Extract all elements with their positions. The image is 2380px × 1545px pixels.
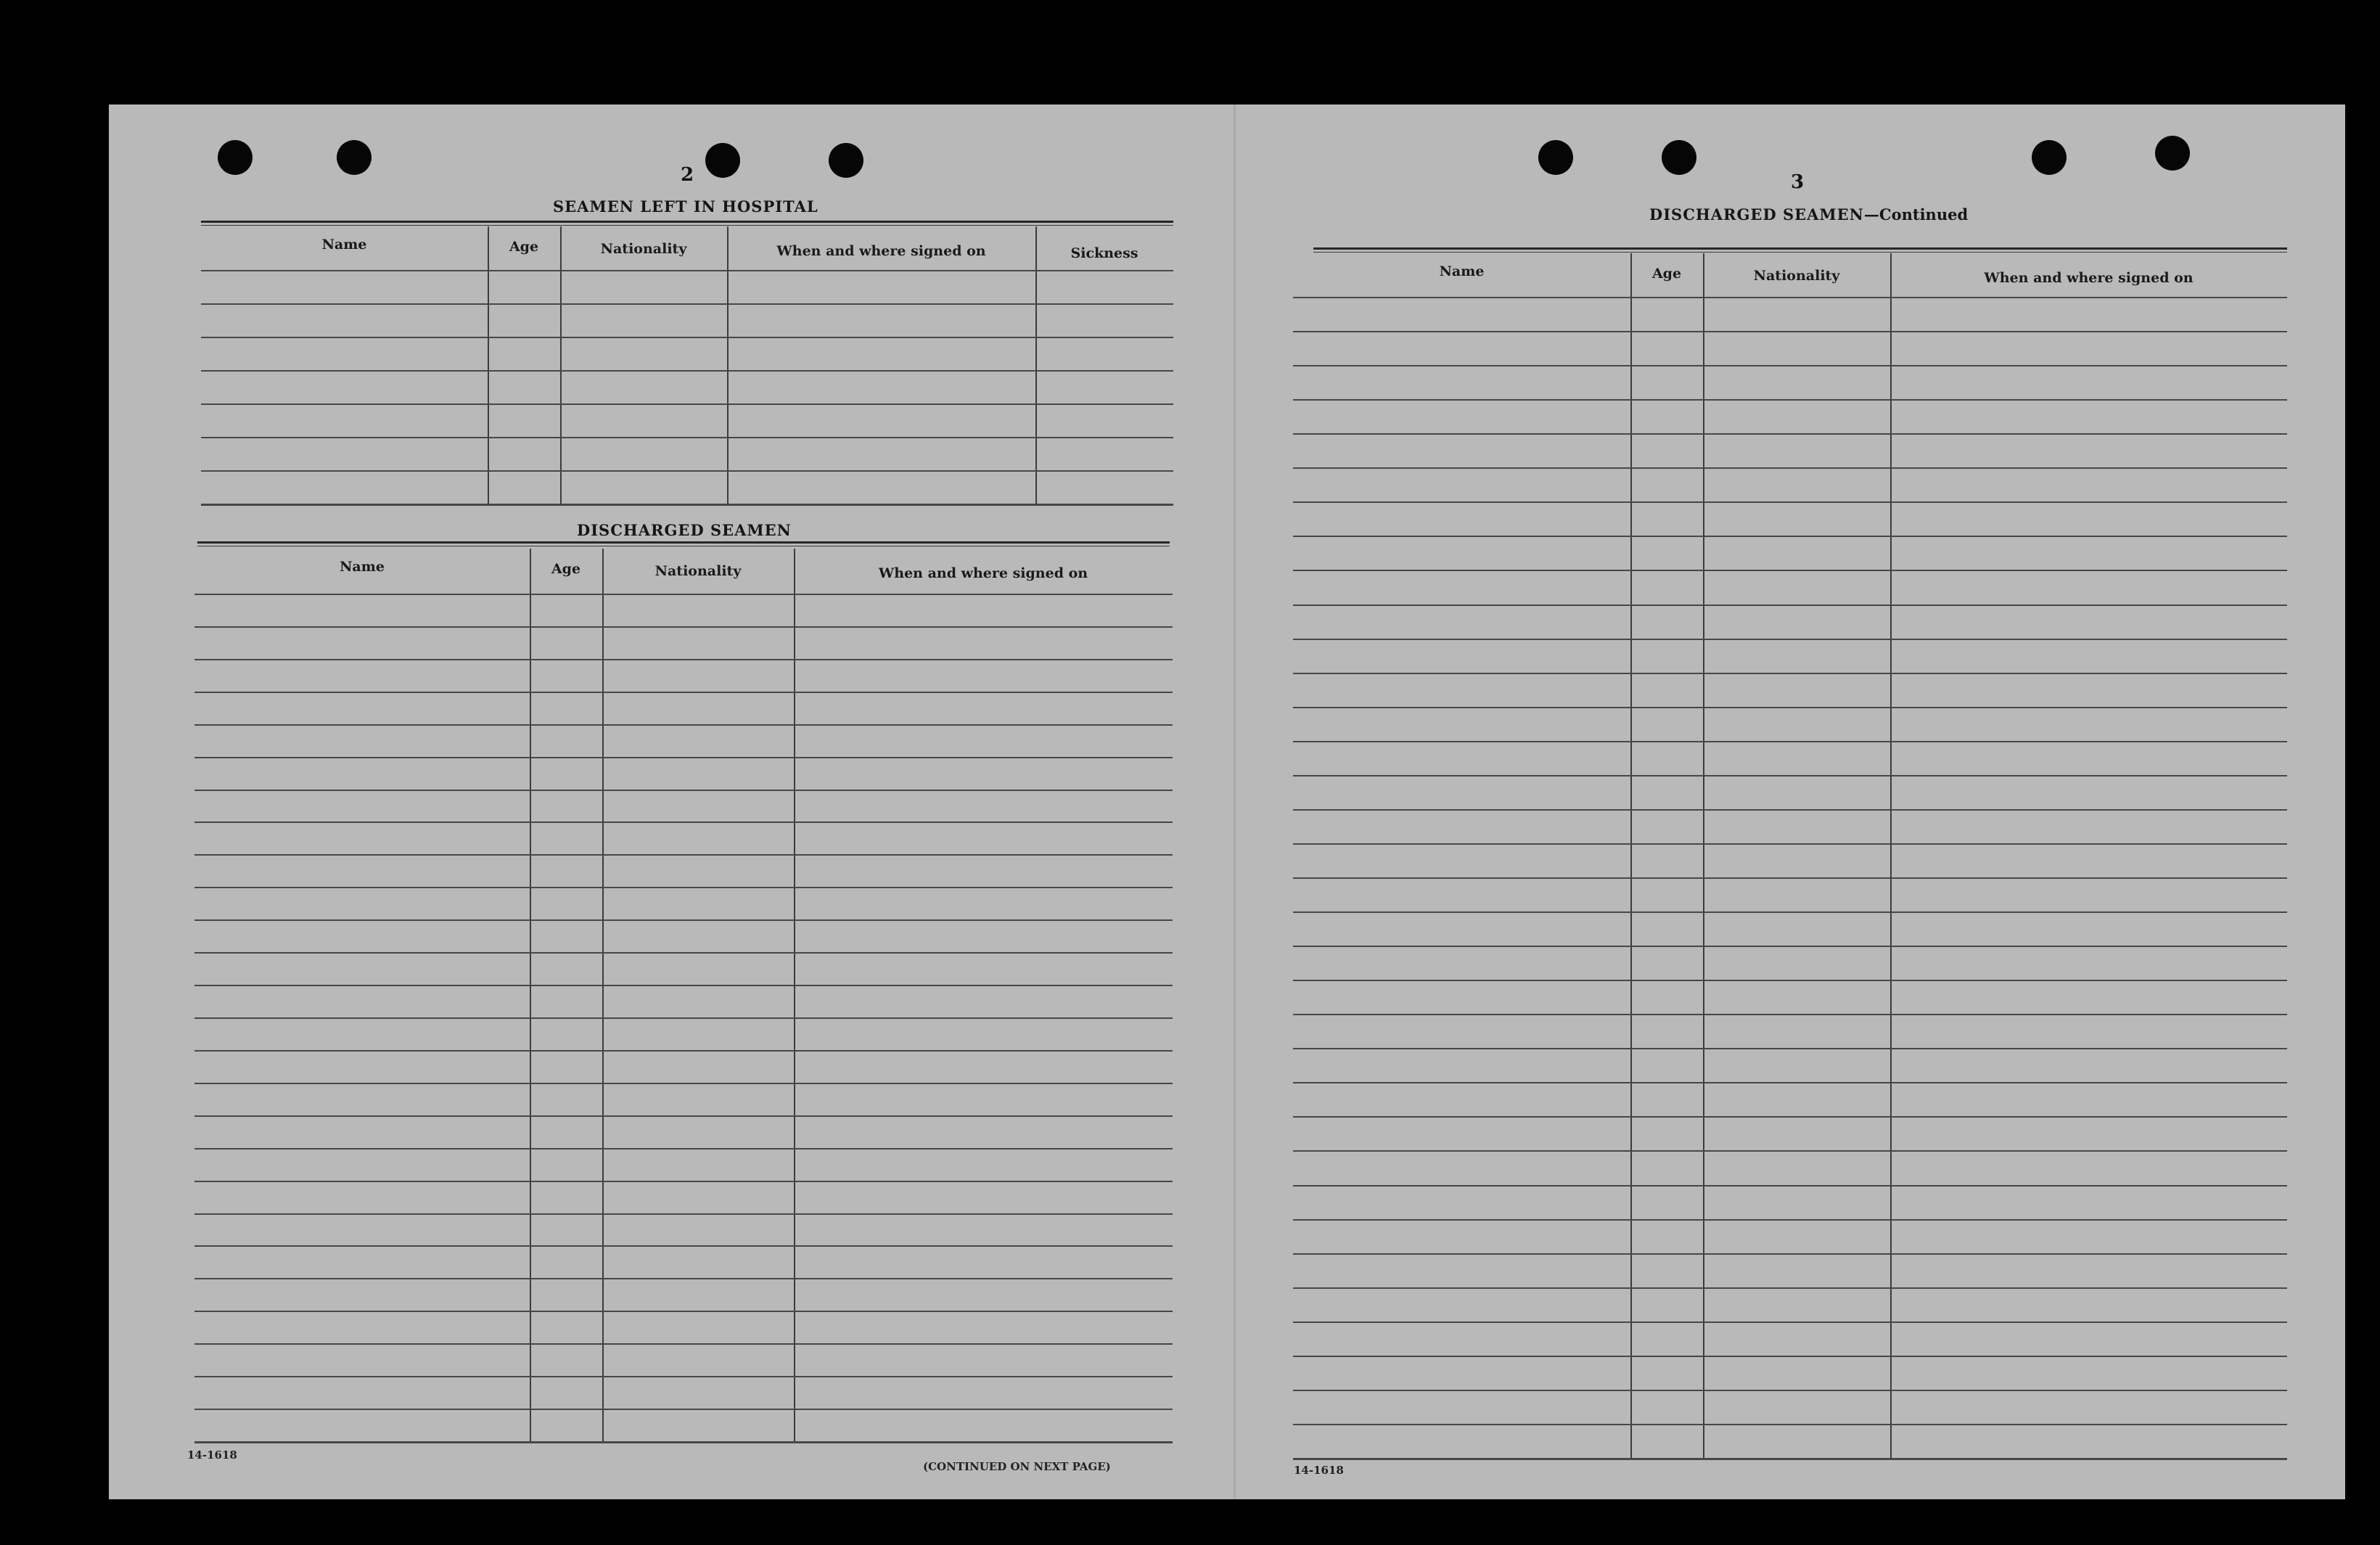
- page-number-right: 3: [1791, 171, 1805, 193]
- page-fold: [1234, 104, 1236, 1499]
- column-header-when-and-where-signed-on: When and where signed on: [776, 243, 986, 259]
- row-rule: [194, 1441, 1173, 1443]
- row-rule: [1293, 433, 2287, 435]
- punch-hole: [2155, 136, 2190, 171]
- hospital-section-title: SEAMEN LEFT IN HOSPITAL: [553, 197, 818, 216]
- discharged-top-rule: [197, 541, 1170, 546]
- row-rule: [1293, 1458, 2287, 1460]
- row-rule: [1293, 501, 2287, 503]
- row-rule: [1293, 673, 2287, 674]
- row-rule: [194, 1115, 1173, 1117]
- row-rule: [1293, 297, 2287, 298]
- row-rule: [194, 1376, 1173, 1377]
- column-divider: [488, 226, 489, 504]
- punch-hole: [829, 143, 863, 178]
- punch-hole: [705, 143, 740, 178]
- row-rule: [194, 1213, 1173, 1215]
- punch-hole: [1538, 140, 1573, 175]
- row-rule: [1293, 331, 2287, 332]
- row-rule: [1293, 775, 2287, 776]
- row-rule: [194, 1311, 1173, 1312]
- row-rule: [201, 303, 1173, 305]
- row-rule: [1293, 1356, 2287, 1357]
- row-rule: [194, 1181, 1173, 1182]
- row-rule: [1293, 1321, 2287, 1323]
- column-header-age: Age: [1651, 266, 1682, 282]
- row-rule: [194, 1148, 1173, 1149]
- row-rule: [194, 1017, 1173, 1019]
- column-header-nationality: Nationality: [654, 563, 742, 579]
- row-rule: [1293, 365, 2287, 366]
- row-rule: [201, 470, 1173, 472]
- discharged-table: [194, 549, 1173, 1441]
- row-rule: [194, 1343, 1173, 1345]
- row-rule: [1293, 809, 2287, 811]
- row-rule: [194, 1278, 1173, 1279]
- row-rule: [194, 887, 1173, 888]
- footer-code-right: 14-1618: [1294, 1464, 1344, 1477]
- row-rule: [1293, 1424, 2287, 1425]
- punch-hole: [218, 140, 253, 175]
- footer-code-left: 14-1618: [187, 1448, 237, 1462]
- right-section-title: [1649, 205, 1968, 224]
- row-rule: [1293, 741, 2287, 742]
- punch-hole: [2032, 140, 2067, 175]
- row-rule: [194, 952, 1173, 954]
- row-rule: [194, 854, 1173, 856]
- row-rule: [1293, 911, 2287, 913]
- right-table: [1293, 253, 2287, 1458]
- column-divider: [794, 549, 795, 1441]
- continued-note: (CONTINUED ON NEXT PAGE): [923, 1460, 1111, 1473]
- column-header-name: Name: [321, 237, 367, 253]
- row-rule: [1293, 1287, 2287, 1289]
- column-header-when-and-where-signed-on: When and where signed on: [1984, 270, 2194, 286]
- row-rule: [194, 1083, 1173, 1084]
- row-rule: [194, 626, 1173, 628]
- column-header-age: Age: [509, 239, 539, 255]
- row-rule: [1293, 707, 2287, 708]
- row-rule: [1293, 1082, 2287, 1083]
- row-rule: [1293, 1048, 2287, 1049]
- row-rule: [194, 659, 1173, 660]
- row-rule: [1293, 980, 2287, 981]
- punch-hole: [337, 140, 372, 175]
- form-sheet: [109, 104, 2345, 1499]
- column-divider: [727, 226, 729, 504]
- row-rule: [1293, 570, 2287, 571]
- punch-hole: [1662, 140, 1696, 175]
- row-rule: [194, 757, 1173, 758]
- column-divider: [1035, 226, 1037, 504]
- row-rule: [1293, 605, 2287, 606]
- page-number-left: 2: [681, 164, 694, 186]
- row-rule: [201, 403, 1173, 405]
- row-rule: [1293, 1116, 2287, 1118]
- discharged-section-title: DISCHARGED SEAMEN: [577, 521, 792, 539]
- row-rule: [1293, 639, 2287, 640]
- row-rule: [201, 337, 1173, 338]
- row-rule: [1293, 467, 2287, 469]
- row-rule: [1293, 946, 2287, 947]
- row-rule: [1293, 1390, 2287, 1391]
- row-rule: [1293, 1185, 2287, 1187]
- column-divider: [560, 226, 562, 504]
- right-section-title-main: DISCHARGED SEAMEN: [1649, 205, 1864, 224]
- row-rule: [194, 724, 1173, 726]
- row-rule: [194, 790, 1173, 791]
- row-rule: [194, 692, 1173, 693]
- hospital-top-rule: [201, 221, 1173, 226]
- row-rule: [1293, 399, 2287, 401]
- row-rule: [201, 370, 1173, 372]
- right-top-rule: [1313, 247, 2287, 253]
- row-rule: [1293, 1014, 2287, 1015]
- column-header-nationality: Nationality: [1753, 268, 1840, 284]
- column-header-age: Age: [551, 561, 581, 577]
- column-header-sickness: Sickness: [1070, 245, 1138, 261]
- row-rule: [194, 985, 1173, 986]
- row-rule: [201, 270, 1173, 271]
- row-rule: [194, 1050, 1173, 1052]
- row-rule: [1293, 877, 2287, 879]
- row-rule: [1293, 1219, 2287, 1221]
- hospital-table: [201, 226, 1173, 504]
- row-rule: [194, 1409, 1173, 1410]
- column-header-nationality: Nationality: [600, 241, 687, 257]
- column-header-name: Name: [1439, 263, 1485, 279]
- row-rule: [1293, 843, 2287, 845]
- right-section-title-suffix: —Continued: [1863, 205, 1969, 224]
- row-rule: [194, 1245, 1173, 1247]
- row-rule: [201, 437, 1173, 438]
- column-divider: [602, 549, 604, 1441]
- row-rule: [1293, 536, 2287, 537]
- row-rule: [1293, 1253, 2287, 1255]
- column-divider: [530, 549, 531, 1441]
- column-header-name: Name: [340, 559, 385, 575]
- row-rule: [194, 594, 1173, 595]
- column-header-when-and-where-signed-on: When and where signed on: [878, 565, 1088, 581]
- row-rule: [194, 821, 1173, 823]
- row-rule: [194, 919, 1173, 921]
- row-rule: [201, 504, 1173, 506]
- row-rule: [1293, 1150, 2287, 1152]
